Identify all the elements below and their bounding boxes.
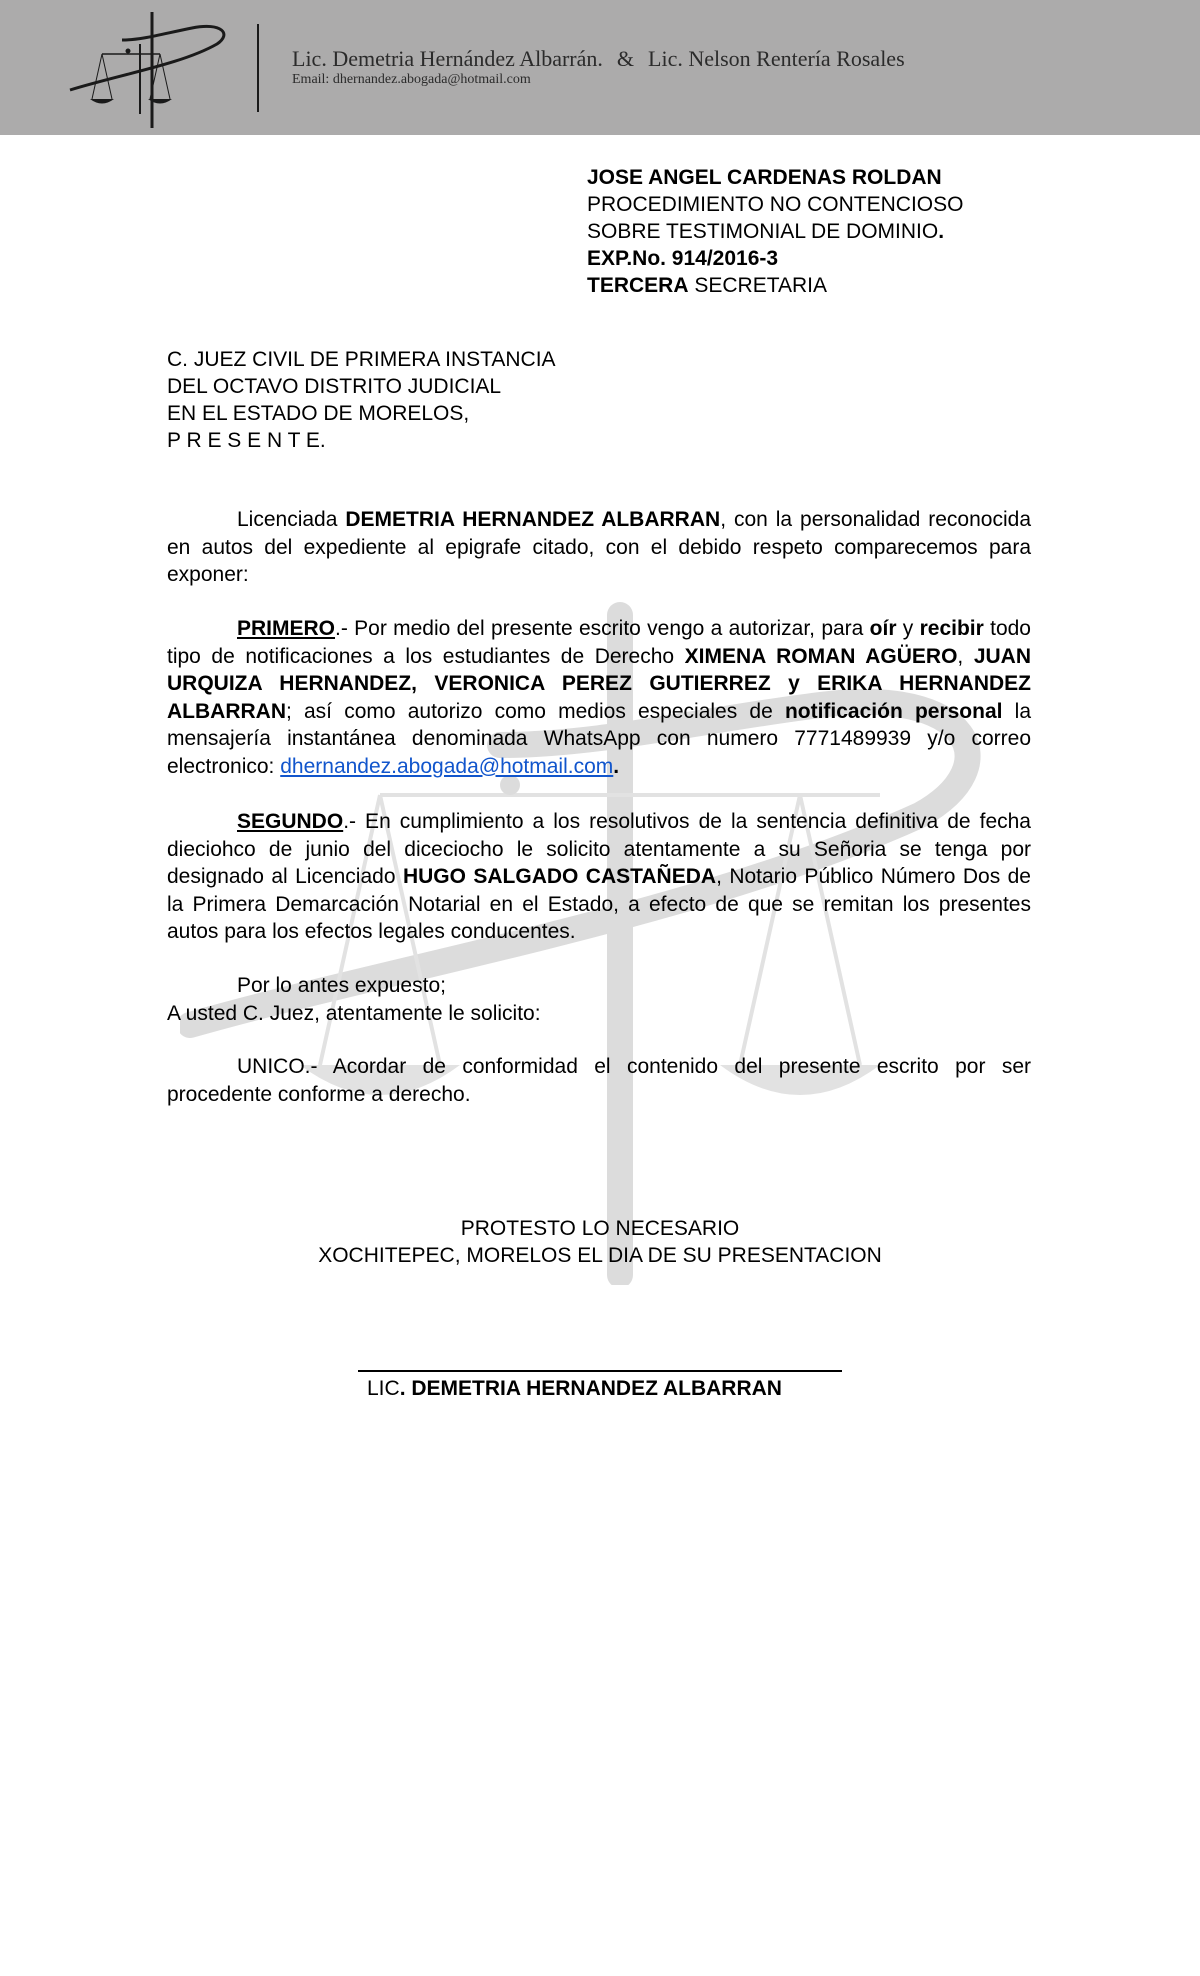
signature-prefix: LIC (367, 1377, 400, 1400)
signature-name (367, 1377, 782, 1401)
primero-text: ; así como autorizo como medios especiales de (286, 699, 785, 723)
segundo-text: , Notario Público Número Dos de la Primera Demarcación Notarial en el Estado, a efecto de que se remitan los presentes autos para los efectos legales conducentes. (167, 865, 1031, 943)
addressee-line: EN EL ESTADO DE MORELOS, (167, 402, 470, 425)
header-email: Email: dhernandez.abogada@hotmail.com (292, 72, 531, 87)
closing-line: Por lo antes expuesto; (237, 974, 446, 997)
closing-line: A usted C. Juez, atentamente le solicito: (167, 1001, 541, 1025)
case-reference (587, 164, 963, 299)
secretaria-number: TERCERA (587, 274, 689, 297)
primero-paragraph (167, 615, 1031, 780)
segundo-label: SEGUNDO (237, 810, 344, 833)
intro-text: , con la personalidad reconocida en autos del expediente al epigrafe citado, con el debido respeto comparecemos para exponer: (167, 508, 1031, 586)
primero-bold: notificación personal (784, 699, 1003, 723)
place-date-line: XOCHITEPEC, MORELOS EL DIA DE SU PRESENTACION (318, 1244, 882, 1267)
subject-dot: . (938, 220, 945, 243)
addressee-line: DEL OCTAVO DISTRITO JUDICIAL (167, 375, 502, 398)
protesto-line: PROTESTO LO NECESARIO (460, 1217, 740, 1240)
segundo-text: .- En cumplimiento a los resolutivos de la sentencia definitiva de fecha dieciohco de junio del diceciocho le solicito atentamente a su Señoria se tenga por designado al Licenciado (167, 810, 1031, 888)
header-divider (257, 24, 259, 112)
closing-paragraph (167, 972, 1031, 1027)
signature-line (358, 1370, 842, 1372)
primero-text: .- Por medio del presente escrito vengo a autorizar, para (335, 617, 870, 640)
secretaria-label: SECRETARIA (688, 274, 827, 297)
letterhead (0, 0, 1200, 135)
primero-text: , (957, 644, 974, 668)
primero-text: la mensajería instantánea denominada WhatsApp con numero 7771489939 y/o correo electronico: (167, 699, 1032, 778)
procedure-subject: SOBRE TESTIMONIAL DE DOMINIO (587, 220, 939, 243)
intro-text: Licenciada (237, 508, 346, 531)
lawyer-name-1: Lic. Demetria Hernández Albarrán. (292, 46, 603, 71)
ampersand: & (616, 46, 635, 71)
student-names: JUAN URQUIZA HERNANDEZ, VERONICA PEREZ GUTIERREZ y ERIKA HERNANDEZ ALBARRAN (167, 644, 1031, 723)
notary-name: HUGO SALGADO CASTAÑEDA (402, 865, 717, 888)
primero-label: PRIMERO (237, 617, 336, 640)
intro-paragraph (167, 506, 1031, 589)
party-name: JOSE ANGEL CARDENAS ROLDAN (587, 166, 942, 189)
primero-end: . (613, 754, 620, 778)
primero-text: todo tipo de notificaciones a los estudiantes de Derecho (167, 617, 1031, 668)
lawyer-name-2: Lic. Nelson Rentería Rosales (648, 46, 905, 71)
procedure-type: PROCEDIMIENTO NO CONTENCIOSO (587, 193, 964, 216)
email-link[interactable]: dhernandez.abogada@hotmail.com (280, 754, 614, 778)
expediente-number: EXP.No. 914/2016-3 (587, 247, 779, 270)
intro-name: DEMETRIA HERNANDEZ ALBARRAN (345, 508, 721, 531)
segundo-paragraph (167, 808, 1031, 946)
student-name: XIMENA ROMAN AGÜERO (684, 644, 958, 668)
signer-name: . DEMETRIA HERNANDEZ ALBARRAN (399, 1377, 782, 1400)
unico-paragraph (167, 1053, 1031, 1108)
addressee-block (167, 346, 556, 454)
addressee-line: C. JUEZ CIVIL DE PRIMERA INSTANCIA (167, 348, 556, 371)
addressee-line: P R E S E N T E. (167, 429, 326, 452)
primero-bold: recibir (919, 617, 984, 640)
unico-text: UNICO.- Acordar de conformidad el contenido del presente escrito por ser procedente conforme a derecho. (167, 1055, 1031, 1106)
primero-bold: oír (869, 617, 897, 640)
scales-of-justice-logo (62, 4, 232, 132)
lawyer-names (292, 46, 905, 72)
primero-text: y (896, 617, 920, 640)
